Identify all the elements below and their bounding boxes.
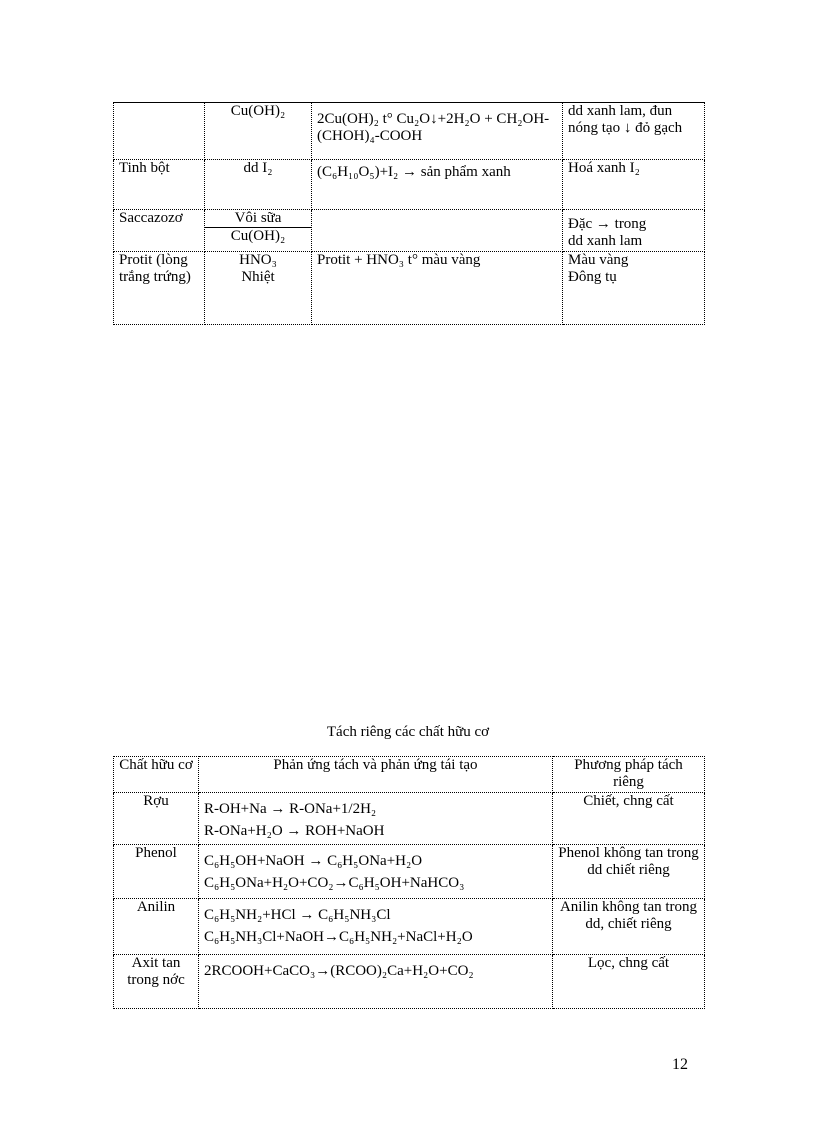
header-reaction: Phản ứng tách và phản ứng tái tạo (199, 757, 553, 793)
cell-substance: Protit (lòng trắng trứng) (114, 252, 205, 325)
cell-method: Chiết, chng cất (553, 793, 705, 845)
cell-substance: Rợu (114, 793, 199, 845)
cell-reaction (199, 793, 553, 845)
cell-reagent (205, 210, 312, 252)
cell-phenomenon: Hoá xanh I₂ (563, 160, 705, 210)
cell-phenomenon (563, 252, 705, 325)
table-row (114, 252, 705, 325)
reaction-line-2: C₆H₅NH₃Cl+NaOH→C₆H₅NH₂+NaCl+H₂O (204, 929, 473, 945)
cell-substance: Anilin (114, 899, 199, 955)
table-row (114, 899, 705, 955)
cell-substance: Axit tan trong nớc (114, 955, 199, 1009)
section-title: Tách riêng các chất hữu cơ (326, 724, 490, 740)
cell-method: Anilin không tan trong dd, chiết riêng (553, 899, 705, 955)
reaction-line-1: 2RCOOH+CaCO₃→(RCOO)₂Ca+H₂O+CO₂ (204, 963, 474, 979)
reaction-line-1: R-OH+Na → R-ONa+1/2H₂ (204, 801, 377, 817)
reagent-2: Nhiệt (241, 269, 275, 285)
cell-reagent: Cu(OH)₂ (205, 103, 312, 160)
reaction-line-1: C₆H₅OH+NaOH → C₆H₅ONa+H₂O (204, 853, 423, 869)
cell-reagent (205, 252, 312, 325)
page-number: 12 (672, 1056, 688, 1073)
table-row (114, 955, 705, 1009)
cell-reaction: Protit + HNO₃ t° màu vàng (312, 252, 563, 325)
cell-substance: Tinh bột (114, 160, 205, 210)
cell-substance: Saccazozơ (114, 210, 205, 252)
cell-reagent: dd I₂ (205, 160, 312, 210)
table-row (114, 793, 705, 845)
phenomenon-2: dd xanh lam (568, 233, 643, 249)
table-header-row (114, 757, 705, 793)
reaction-line-2: R-ONa+H₂O → ROH+NaOH (204, 823, 385, 839)
reaction-line-2: C₆H₅ONa+H₂O+CO₂→C₆H₅OH+NaHCO₃ (204, 875, 465, 891)
reagent-2: Cu(OH)₂ (230, 228, 286, 244)
separation-table (113, 756, 705, 1009)
header-substance: Chất hữu cơ (114, 757, 199, 793)
cell-reaction (312, 210, 563, 252)
table-row (114, 103, 705, 160)
cell-phenomenon (563, 210, 705, 252)
cell-reaction (199, 899, 553, 955)
cell-substance (114, 103, 205, 160)
cell-reaction: 2Cu(OH)₂ t° Cu₂O↓+2H₂O + CH₂OH-(CHOH)₄-COOH (312, 103, 563, 160)
header-method: Phương pháp tách riêng (553, 757, 705, 793)
cell-method: Lọc, chng cất (553, 955, 705, 1009)
cell-method: Phenol không tan trong dd chiết riêng (553, 845, 705, 899)
cell-reaction (199, 955, 553, 1009)
table-row (114, 210, 705, 252)
cell-reaction (199, 845, 553, 899)
phenomenon-1: Màu vàng (568, 252, 629, 268)
reagent-1: HNO₃ (239, 252, 277, 268)
reaction-table (113, 102, 705, 325)
cell-substance: Phenol (114, 845, 199, 899)
cell-reaction: (C₆H₁₀O₅)+I₂ → sản phẩm xanh (312, 160, 563, 210)
phenomenon-2: Đông tụ (568, 269, 617, 285)
table-row (114, 160, 705, 210)
cell-phenomenon: dd xanh lam, đun nóng tạo ↓ đỏ gạch (563, 103, 705, 160)
phenomenon-1: Đặc → trong (568, 216, 647, 232)
table-row (114, 845, 705, 899)
reaction-line-1: C₆H₅NH₂+HCl → C₆H₅NH₃Cl (204, 907, 391, 923)
reagent-1: Vôi sữa (205, 210, 311, 228)
